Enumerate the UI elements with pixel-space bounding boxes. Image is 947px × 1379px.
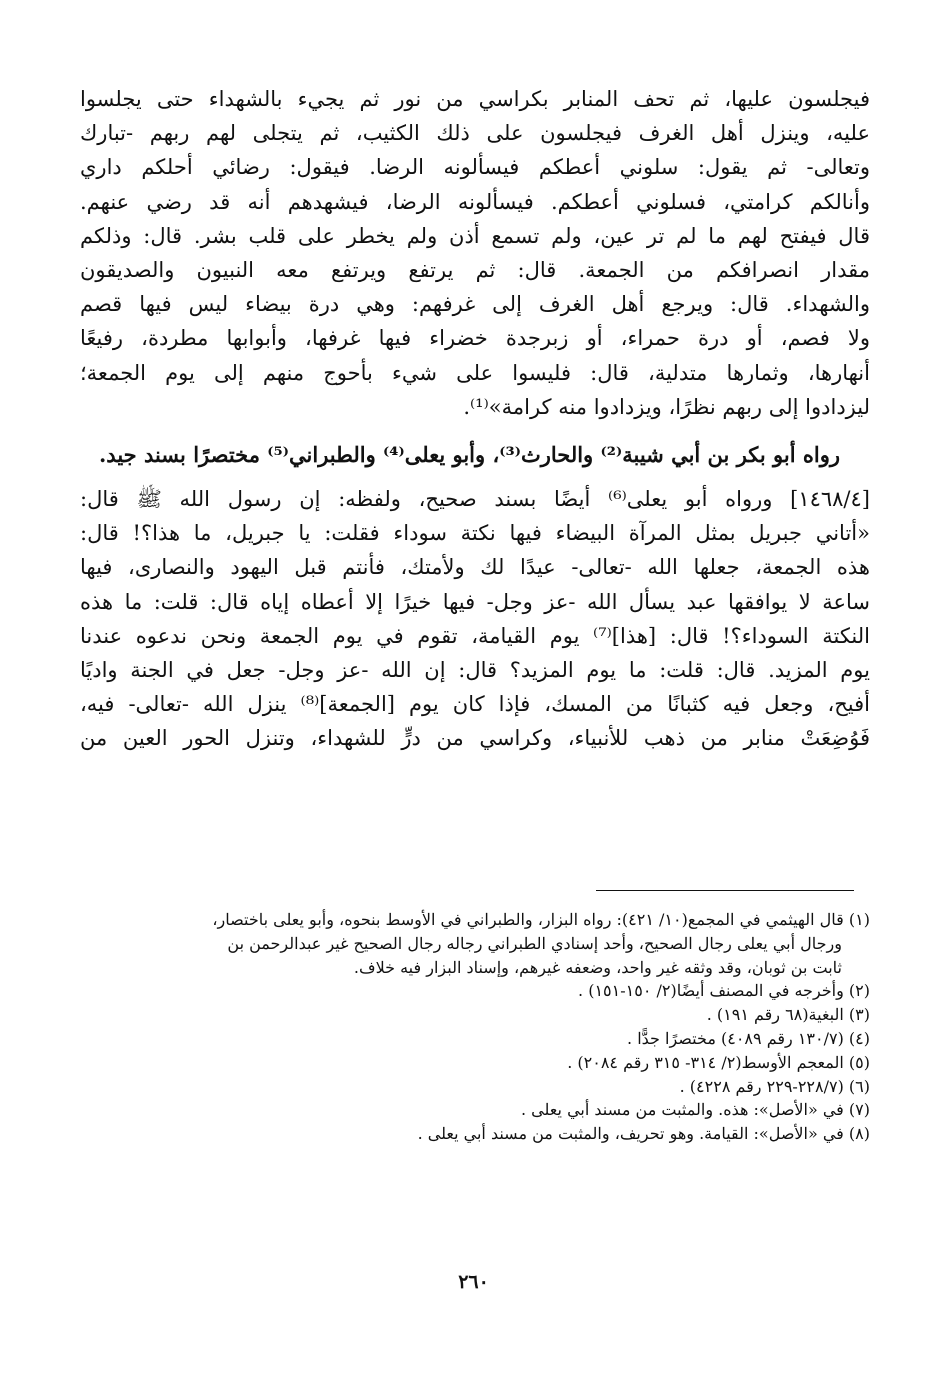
text-line: أنهارها، وثمارها متدلية، قال: فليسوا على شيء بأحوج منهم إلى يوم الجمعة؛	[80, 360, 870, 385]
footnote-8: (٨) في «الأصل»: القيامة. وهو تحريف، والمثبت من مسند أبي يعلى .	[417, 1124, 870, 1144]
text-line: وتعالى- ثم يقول: سلوني أعطكم فيسألونه الرضا. فيقول: رضائي أحلكم داري	[80, 155, 870, 180]
text-line: النكتة السوداء؟! قال: [هذا]⁽⁷⁾ يوم القيامة، تقوم في يوم الجمعة ونحن ندعوه عندنا	[80, 623, 870, 648]
text-line: ولا فصم، أو درة حمراء، أو زبرجدة خضراء فيها غرفها، وأبوابها مطردة، رفيعًا	[80, 326, 870, 351]
paragraph-hadith-continuation	[80, 82, 870, 424]
paragraph-hadith-1468	[80, 482, 870, 756]
footnote-line: ورجال أبي يعلى رجال الصحيح، وأحد إسنادي الطبراني رجاله رجال الصحيح غير عبدالرحمن بن	[227, 933, 842, 953]
text-line: [١٤٦٨/٤] ورواه أبو يعلى⁽⁶⁾ أيضًا بسند صحيح، ولفظه: إن رسول الله ﷺ قال:	[80, 487, 870, 512]
footnotes	[80, 908, 870, 1146]
footnote-3: (٣) البغية(٦٨ رقم ١٩١) .	[706, 1005, 870, 1025]
footnote-separator	[596, 890, 854, 891]
footnote-5: (٥) المعجم الأوسط(٢/ ٣١٤- ٣١٥ رقم ٢٠٨٤) .	[567, 1052, 870, 1072]
footnote-4: (٤) (١٣٠/٧ رقم ٤٠٨٩) مختصرًا جدًّا .	[627, 1028, 870, 1048]
text-line: فيجلسون عليها، ثم تحف المنابر بكراسي من نور ثم يجيء بالشهداء حتى يجلسوا	[80, 87, 870, 111]
narration-line	[80, 438, 870, 472]
footnote-2: (٢) وأخرجه في المصنف أيضًا(٢/ ١٥٠-١٥١) .	[578, 981, 870, 1001]
text-line: هذه الجمعة، جعلها الله -تعالى- عيدًا لك ولأمتك، فأنتم قبل اليهود والنصارى، فيها	[80, 555, 870, 580]
text-line: مقدار انصرافكم من الجمعة. قال: ثم يرتفع ويرتفع معه النبيون والصديقون	[80, 257, 870, 282]
text-line: ساعة لا يوافقها عبد يسأل الله -عز وجل- فيها خيرًا إلا أعطاه إياه قال: قلت: ما هذه	[80, 589, 870, 614]
text-line: ليزدادوا إلى ربهم نظرًا، ويزدادوا منه كرامة»⁽¹⁾.	[463, 394, 870, 419]
text-line: فَوُضِعَتْ منابر من ذهب للأنبياء، وكراسي من درٍّ للشهداء، وتنزل الحور العين من	[80, 726, 870, 751]
text-line: قال فيفتح لهم ما لم تر عين، ولم تسمع أذن ولم يخطر على قلب بشر. قال: وذلكم	[80, 223, 870, 248]
text-line: وأنالكم كرامتي، فسلوني أعطكم. فيسألونه الرضا، فيشهدهم أنه قد رضي عنهم.	[80, 189, 870, 214]
main-text	[80, 82, 870, 756]
footnote-line: (١) قال الهيثمي في المجمع(١٠/ ٤٢١): رواه البزار، والطبراني في الأوسط بنحوه، وأبو يعلى باختصار،	[212, 910, 870, 929]
text-line: يوم المزيد. قال: قلت: ما يوم المزيد؟ قال: إن الله -عز وجل- جعل في الجنة واديًا	[80, 658, 870, 682]
page-number: ٢٦٠	[458, 1271, 489, 1293]
text-line: عليه، وينزل أهل الغرف فيجلسون على ذلك الكثيب، ثم يتجلى لهم ربهم -تبارك	[80, 121, 870, 146]
footnote-line: ثابت بن ثوبان، وقد وثقه غير واحد، وضعفه غيرهم، وإسناد البزار فيه خلاف.	[353, 957, 842, 977]
footnote-7: (٧) في «الأصل»: هذه. والمثبت من مسند أبي يعلى .	[521, 1100, 870, 1120]
narration-text: رواه أبو بكر بن أبي شيبة⁽²⁾ والحارث⁽³⁾، وأبو يعلى⁽⁴⁾ والطبراني⁽⁵⁾ مختصرًا بسند جيد.	[98, 441, 840, 467]
text-line: أفيح، وجعل فيه كثبانًا من المسك، فإذا كان يوم [الجمعة]⁽⁸⁾ ينزل الله -تعالى- فيه،	[80, 692, 870, 717]
footnote-1	[80, 908, 870, 979]
text-line: والشهداء. قال: ويرجع أهل الغرف إلى غرفهم: وهي درة بيضاء ليس فيها قصم	[80, 292, 870, 317]
text-line: «أتاني جبريل بمثل المرآة البيضاء فيها نكتة سوداء فقلت: يا جبريل، ما هذا؟! قال:	[80, 521, 870, 546]
footnote-6: (٦) (٢٢٨/٧-٢٢٩ رقم ٤٢٢٨) .	[679, 1076, 870, 1096]
